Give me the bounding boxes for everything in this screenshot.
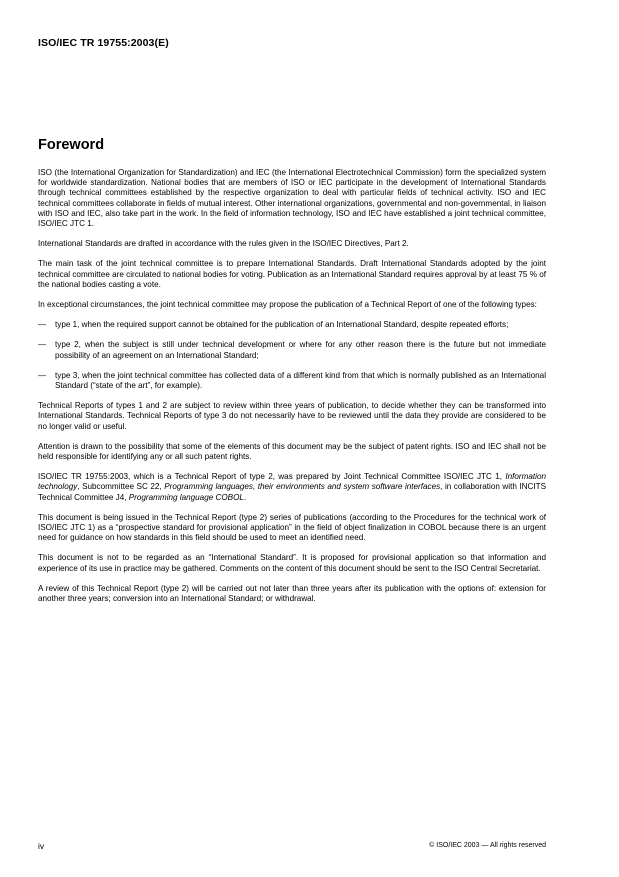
list-item bbox=[38, 340, 546, 360]
text-run: ISO/IEC TR 19755:2003, which is a Technical Report of type 2, was prepared by Joint Technical Committee ISO/IEC JTC 1, bbox=[38, 472, 506, 482]
dash-bullet: — bbox=[38, 340, 47, 350]
italic-run: Programming language COBOL bbox=[128, 492, 244, 502]
italic-run: Programming languages, their environments and system software interfaces bbox=[164, 482, 441, 492]
page-number: iv bbox=[38, 841, 45, 851]
paragraph: ISO (the International Organization for Standardization) and IEC (the International Electrotechnical Commission) form the specialized system for worldwide standardization. National bodies that are members of ISO or IEC participate in the development of International Standards through technical committees established by the respective organization to deal with particular fields of technical activity. ISO and IEC technical committees collaborate in fields of mutual interest. Other international organizations, governmental and non-governmental, in liaison with ISO and IEC, also take part in the work. In the field of information technology, ISO and IEC have established a joint technical committee, ISO/IEC JTC 1. bbox=[38, 168, 546, 229]
paragraph: This document is not to be regarded as an “International Standard”. It is proposed for provisional application so that information and experience of its use in practice may be gathered. Comments on the content of this document should be sent to the ISO Central Secretariat. bbox=[38, 553, 546, 573]
paragraph: Technical Reports of types 1 and 2 are subject to review within three years of publication, to decide whether they can be transformed into International Standards. Technical Reports of type 3 do not necessarily have to be reviewed until the data they provide are considered to be no longer valid or useful. bbox=[38, 401, 546, 431]
list-item bbox=[38, 371, 546, 391]
report-types-list bbox=[38, 320, 546, 391]
list-item-text: type 1, when the required support cannot be obtained for the publication of an International Standard, despite repeated efforts; bbox=[55, 320, 509, 330]
copyright-notice: © ISO/IEC 2003 — All rights reserved bbox=[429, 842, 546, 849]
dash-bullet: — bbox=[38, 320, 47, 330]
paragraph-preparation bbox=[38, 472, 546, 503]
text-run: , in collaboration with INCITS Technical Committee J4, bbox=[38, 482, 546, 502]
italic-run: Information technology bbox=[38, 472, 546, 492]
text-run: . bbox=[243, 492, 247, 502]
paragraph: A review of this Technical Report (type 2) will be carried out not later than three years after its publication with the options of: extension for another three years; conversion into an International Standard; or withdrawal. bbox=[38, 583, 546, 604]
dash-bullet: — bbox=[38, 370, 47, 380]
list-item bbox=[38, 320, 546, 330]
paragraph: International Standards are drafted in accordance with the rules given in the ISO/IEC Directives, Part 2. bbox=[38, 239, 409, 249]
paragraph: This document is being issued in the Technical Report (type 2) series of publications (according to the Procedures for the technical work of ISO/IEC JTC 1) as a “prospective standard for provisional application” in the field of object finalization in COBOL because there is an urgent need for guidance on how standards in this field should be used to meet an identified need. bbox=[38, 512, 546, 543]
page-title: Foreword bbox=[38, 137, 105, 153]
foreword-body bbox=[38, 168, 546, 614]
paragraph: In exceptional circumstances, the joint technical committee may propose the publication of a Technical Report of one of the following types: bbox=[38, 300, 537, 310]
paragraph: Attention is drawn to the possibility that some of the elements of this document may be the subject of patent rights. ISO and IEC shall not be held responsible for identifying any or all such patent rights. bbox=[38, 441, 546, 462]
text-run: , Subcommittee SC 22, bbox=[77, 482, 165, 492]
paragraph: The main task of the joint technical committee is to prepare International Standards. Draft International Standards adopted by the joint technical committee are circulated to national bodies for voting. Publication as an International Standard requires approval by at least 75 % of the national bodies casting a vote. bbox=[38, 259, 546, 289]
document-identifier: ISO/IEC TR 19755:2003(E) bbox=[38, 37, 169, 49]
list-item-text: type 3, when the joint technical committee has collected data of a different kind from that which is normally published as an International Standard (“state of the art”, for example). bbox=[55, 370, 546, 391]
list-item-text: type 2, when the subject is still under technical development or where for any other reason there is the future but not immediate possibility of an agreement on an International Standard; bbox=[55, 340, 546, 360]
